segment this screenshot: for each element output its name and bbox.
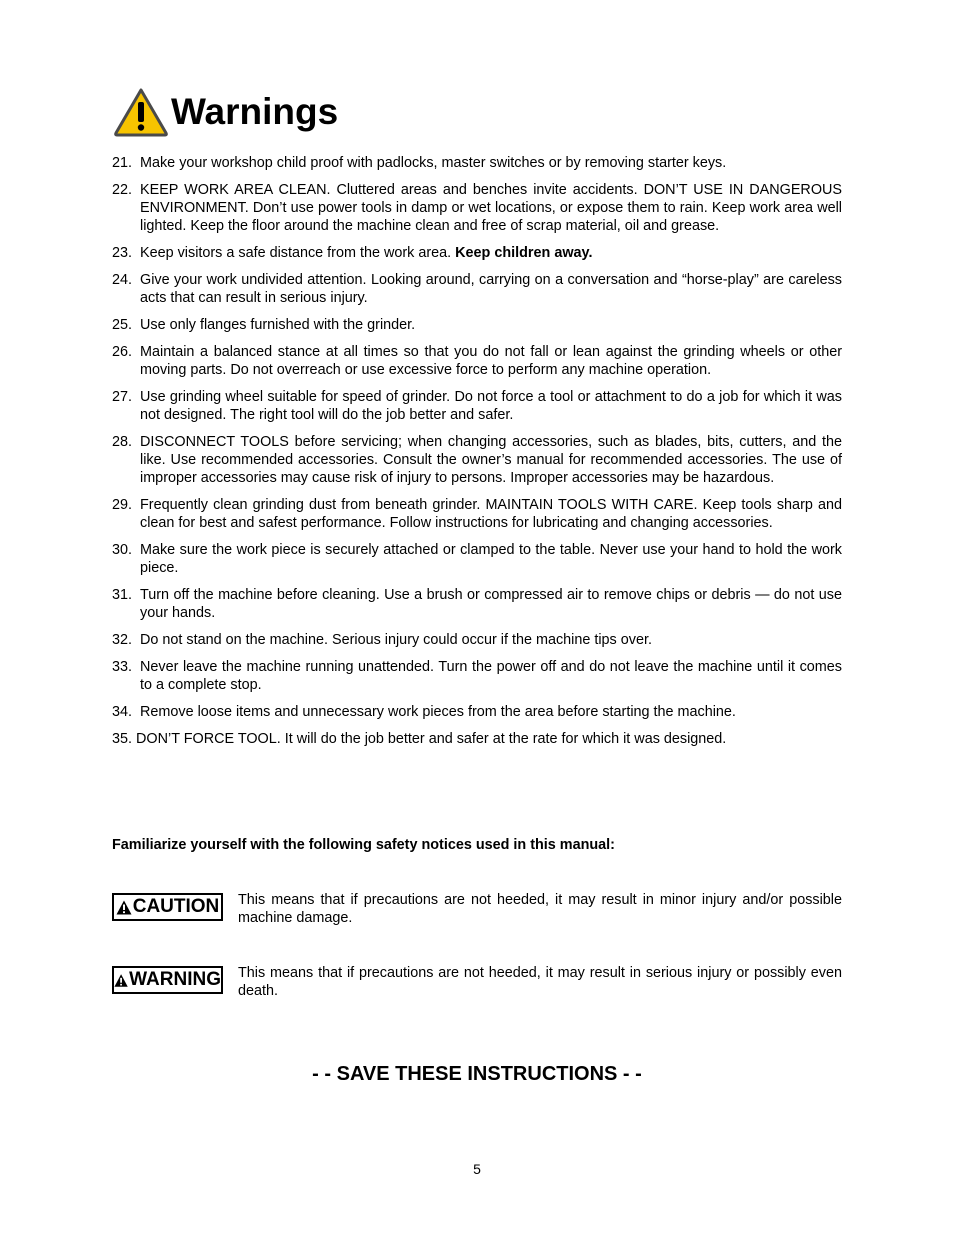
bold-emphasis: Keep children away. (455, 245, 593, 261)
list-item: 29. Frequently clean grinding dust from beneath grinder. MAINTAIN TOOLS WITH CARE. Keep tools sharp and clean for best and safest performance. Follow instructions for lubricating and changing accessories. (112, 497, 842, 531)
warning-notice (112, 964, 842, 1000)
list-item: 35. DON’T FORCE TOOL. It will do the job better and safer at the rate for which it was designed. (112, 731, 727, 747)
list-item: 24. Give your work undivided attention. Looking around, carrying on a conversation and “horse-play” are careless acts that can result in serious injury. (112, 272, 842, 306)
warning-label: WARNING (129, 969, 221, 990)
page-header (113, 86, 338, 138)
alert-triangle-icon (116, 900, 132, 915)
warning-text: This means that if precautions are not heeded, it may result in serious injury or possibly even death. (238, 965, 842, 999)
list-item: 33. Never leave the machine running unattended. Turn the power off and do not leave the machine until it comes to a complete stop. (112, 659, 842, 693)
familiarize-heading: Familiarize yourself with the following safety notices used in this manual: (112, 837, 615, 853)
list-item: 28. DISCONNECT TOOLS before servicing; when changing accessories, such as blades, bits, cutters, and the like. Use recommended accessories. Consult the owner’s manual for recommended accessories. The use of improper accessories may cause risk of injury to persons. Improper accessories may be hazardous. (112, 434, 842, 486)
alert-triangle-icon (114, 973, 128, 988)
list-item: 26. Maintain a balanced stance at all times so that you do not fall or lean against the grinding wheels or other moving parts. Do not overreach or use excessive force to perform any machine operation. (112, 344, 842, 378)
save-instructions-banner: - - SAVE THESE INSTRUCTIONS - - (312, 1063, 642, 1085)
list-item: 32. Do not stand on the machine. Serious injury could occur if the machine tips over. (112, 632, 652, 648)
page-title: Warnings (171, 91, 339, 132)
list-item: 21. Make your workshop child proof with padlocks, master switches or by removing starter keys. (112, 155, 727, 171)
list-item: 22. KEEP WORK AREA CLEAN. Cluttered areas and benches invite accidents. DON’T USE IN DANGEROUS ENVIRONMENT. Don’t use power tools in damp or wet locations, or expose them to rain. Keep work area well lighted. Keep the floor around the machine clean and free of scrap material, oil and grease. (112, 182, 842, 234)
warning-badge (112, 966, 223, 994)
list-item: 31. Turn off the machine before cleaning. Use a brush or compressed air to remove chips or debris — do not use your hands. (112, 587, 842, 621)
caution-label: CAUTION (132, 896, 220, 917)
caution-badge (112, 893, 223, 921)
warning-triangle-icon (113, 87, 169, 137)
list-item: 34. Remove loose items and unnecessary work pieces from the area before starting the machine. (112, 704, 736, 720)
caution-notice (112, 891, 842, 927)
list-item: 23. Keep visitors a safe distance from the work area. Keep children away. (112, 245, 593, 261)
list-item: 25. Use only flanges furnished with the grinder. (112, 317, 416, 333)
list-item: 27. Use grinding wheel suitable for speed of grinder. Do not force a tool or attachment to do a job for which it was not designed. The right tool will do the job better and safer. (112, 389, 842, 423)
warnings-list (112, 154, 842, 757)
caution-text: This means that if precautions are not heeded, it may result in minor injury and/or possible machine damage. (238, 892, 842, 926)
list-item: 30. Make sure the work piece is securely attached or clamped to the table. Never use your hand to hold the work piece. (112, 542, 842, 576)
page-number: 5 (473, 1161, 481, 1177)
